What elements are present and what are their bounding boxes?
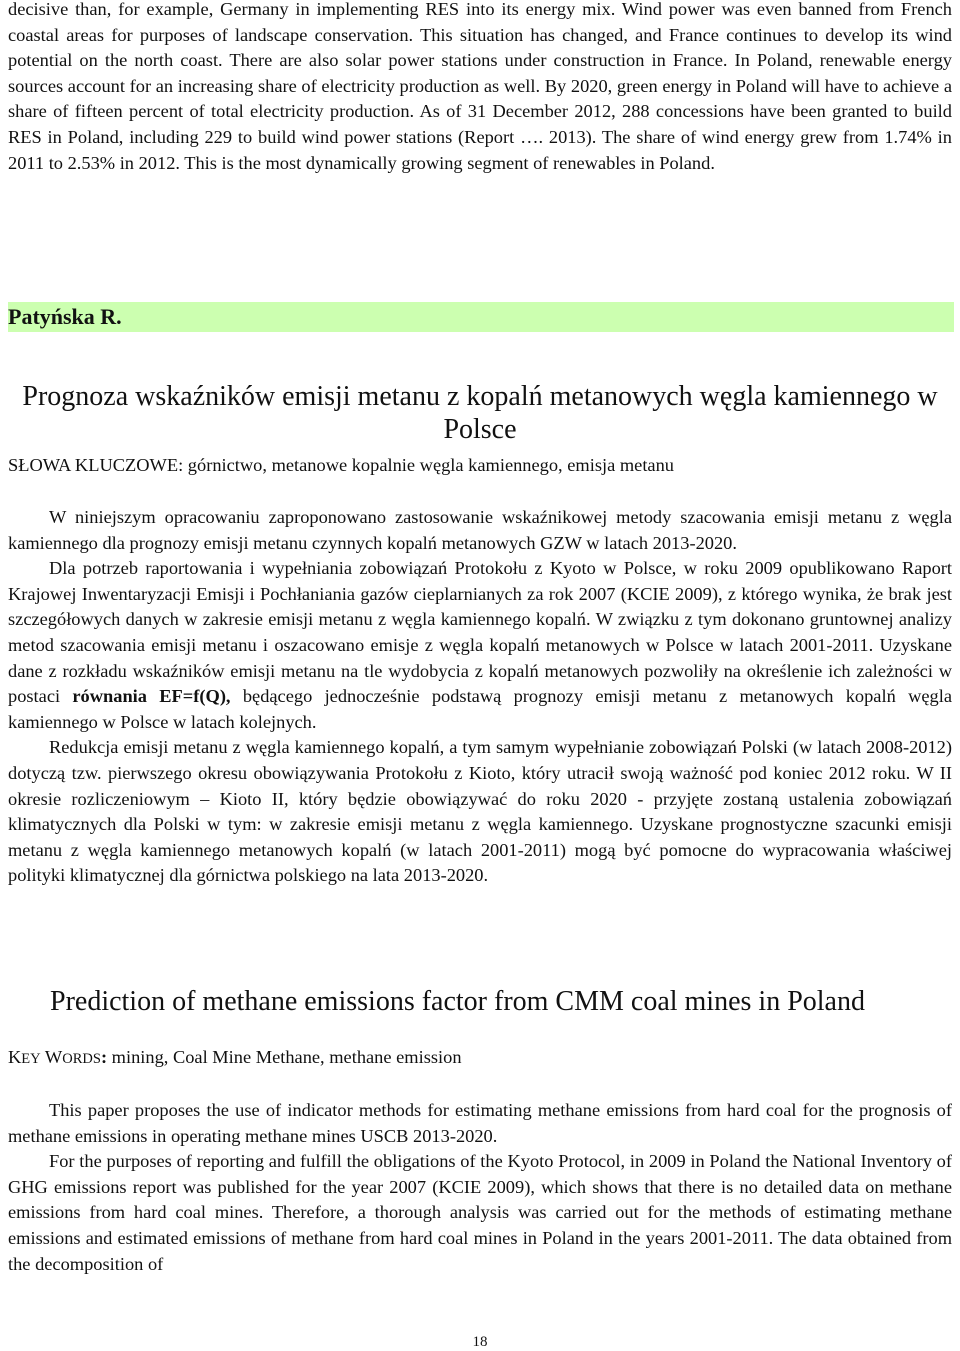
kw-w: W bbox=[44, 1047, 63, 1067]
english-paragraph-1: This paper proposes the use of indicator methods for estimating methane emissions from hard coal for the prognosis of methane emissions in operating methane mines USCB 2013-2020. bbox=[8, 1100, 952, 1146]
polish-title: Prognoza wskaźników emisji metanu z kopalń metanowych węgla kamiennego w Polsce bbox=[22, 380, 938, 445]
author-banner bbox=[8, 302, 954, 332]
kw-ey: EY bbox=[21, 1051, 41, 1067]
polish-paragraph-1: W niniejszym opracowaniu zaproponowano zastosowanie wskaźnikowej metody szacowania emisji metanu z węgla kamiennego dla prognozy emisji metanu czynnych kopalń metanowych GZW w latach 2013-2020. bbox=[8, 507, 952, 553]
english-paragraph-2: For the purposes of reporting and fulfill the obligations of the Kyoto Protocol, in 2009 in Poland the National Inventory of GHG emissions report was published for the year 2007 (KCIE 2009), which shows that there is no detailed data on methane emissions from hard coal mines. Therefore, a thorough analysis was carried out for the methods of estimating methane emissions and estimated emissions of methane from hard coal mines in Poland in the years 2001-2011. The data obtained from the decomposition of bbox=[8, 1151, 952, 1274]
intro-paragraph: decisive than, for example, Germany in implementing RES into its energy mix. Wind power was even banned from French coastal areas for purposes of landscape conservation. This situation has changed, and France continues to develop its wind potential on the north coast. There are also solar power stations under construction in France. In Poland, renewable energy sources account for an increasing share of electricity production as well. By 2020, green energy in Poland will have to achieve a share of fifteen percent of total electricity production. As of 31 December 2012, 288 concessions have been granted to build RES in Poland, including 229 to build wind power stations (Report …. 2013). The share of wind energy grew from 1.74% in 2011 to 2.53% in 2012. This is the most dynamically growing segment of renewables in Poland. bbox=[8, 0, 952, 173]
polish-paragraph-2-start: Dla potrzeb raportowania i wypełniania zobowiązań Protokołu z Kyoto w Polsce, w roku 2009 opublikowano Raport Krajowej Inwentaryzacji Emisji i Pochłaniania gazów cieplarnianych za rok 2007 (KCIE 2009), z którego wynika, że brak jest szczegółowych danych w zakresie emisji metanu z węgla kamiennego kopalń. W związku z tym dokonano gruntownej analizy metod szacowania emisji metanu i oszacowano emisje z węgla kopalń metanowych w Polsce w latach 2001-2011. Uzyskane dane z rozkładu wskaźników emisji metanu na tle wydobycia z kopalń metanowych pozwoliły na określenie ich zależności w postaci bbox=[8, 558, 952, 707]
polish-paragraph-2 bbox=[8, 556, 952, 735]
kw-list: mining, Coal Mine Methane, methane emission bbox=[107, 1047, 462, 1067]
english-keywords bbox=[8, 1045, 952, 1072]
english-title: Prediction of methane emissions factor from CMM coal mines in Poland bbox=[50, 986, 865, 1017]
polish-abstract bbox=[8, 505, 952, 889]
kw-ords: ORDS bbox=[62, 1051, 101, 1067]
equation-text: równania EF=f(Q), bbox=[72, 686, 231, 707]
polish-keywords: SŁOWA KLUCZOWE: górnictwo, metanowe kopalnie węgla kamiennego, emisja metanu bbox=[8, 455, 674, 475]
author-name: Patyńska R. bbox=[8, 304, 122, 329]
polish-paragraph-3: Redukcja emisji metanu z węgla kamiennego kopalń, a tym samym wypełnianie zobowiązań Polski (w latach 2008-2012) dotyczą tzw. pierwszego okresu obowiązywania Protokołu z Kioto, który utracił swoją ważność pod koniec 2012 roku. W II okresie rozliczeniowym – Kioto II, który będzie obowiązywać do roku 2020 - przyjęte zostaną ustalenia zobowiązań klimatycznych dla Polski w tym: w zakresie emisji metanu z węgla kamiennego. Uzyskane prognostyczne szacunki emisji metanu z węgla kamiennego metanowych kopalń (w latach 2001-2011) mogą być pomocne do wypracowania właściwej polityki klimatycznej dla górnictwa polskiego na lata 2013-2020. bbox=[8, 737, 952, 886]
kw-k: K bbox=[8, 1047, 22, 1067]
polish-paragraph-2-end: będącego jednocześnie podstawą prognozy emisji metanu z metanowych kopalń węgla kamiennego w Polsce w latach kolejnych. bbox=[8, 686, 952, 732]
english-abstract bbox=[8, 1098, 952, 1277]
kw-colon: : bbox=[100, 1047, 108, 1067]
page-number: 18 bbox=[472, 1334, 488, 1350]
